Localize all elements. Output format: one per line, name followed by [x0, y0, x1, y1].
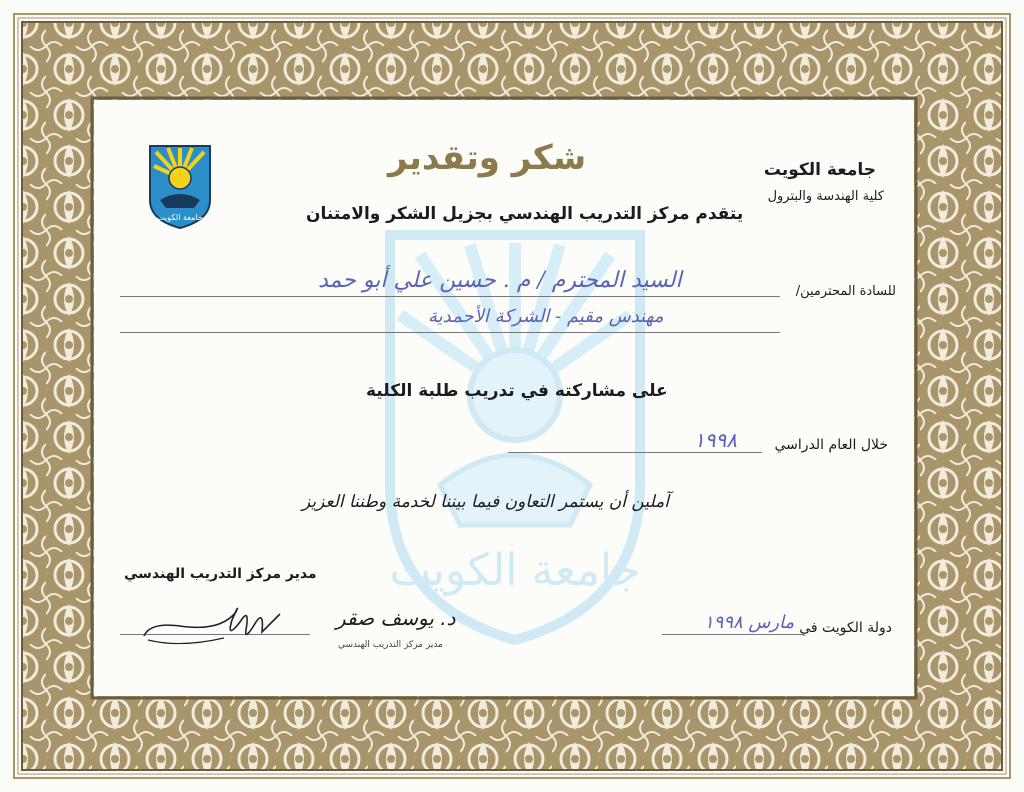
year-value: ١٩٩٨ [694, 428, 737, 452]
logo-caption: جامعة الكويت [157, 213, 203, 222]
director-signature [140, 592, 290, 654]
year-label: خلال العام الدراسي [774, 437, 888, 453]
intro-line: يتقدم مركز التدريب الهندسي بجزيل الشكر والامتنان [306, 204, 744, 224]
watermark-text: جامعة الكويت [389, 545, 641, 596]
date-label: دولة الكويت في [799, 620, 892, 636]
recipient-line-2 [120, 332, 780, 333]
recipient-label: للسادة المحترمين/ [795, 284, 896, 299]
director-title: مدير مركز التدريب الهندسي [124, 566, 317, 582]
date-value: مارس ١٩٩٨ [704, 612, 795, 633]
recipient-line-1 [120, 296, 780, 297]
participation-line: على مشاركته في تدريب طلبة الكلية [366, 381, 668, 401]
signatory-name: د. يوسف صقر [336, 606, 456, 630]
university-logo [148, 144, 212, 230]
date-line [662, 634, 804, 635]
university-name: جامعة الكويت [763, 160, 876, 180]
recipient-name: السيد المحترم / م . حسين علي أبو حمد [318, 268, 682, 293]
closing-line: آملين أن يستمر التعاون فيما بيننا لخدمة وطننا العزيز [302, 492, 669, 512]
signatory-subtitle: مدير مركز التدريب الهندسي [338, 640, 443, 650]
year-line [508, 452, 762, 453]
recipient-role: مهندس مقيم - الشركة الأحمدية [428, 306, 664, 327]
certificate-title: شكر وتقدير [388, 138, 587, 178]
college-name: كلية الهندسة والبترول [767, 189, 884, 204]
